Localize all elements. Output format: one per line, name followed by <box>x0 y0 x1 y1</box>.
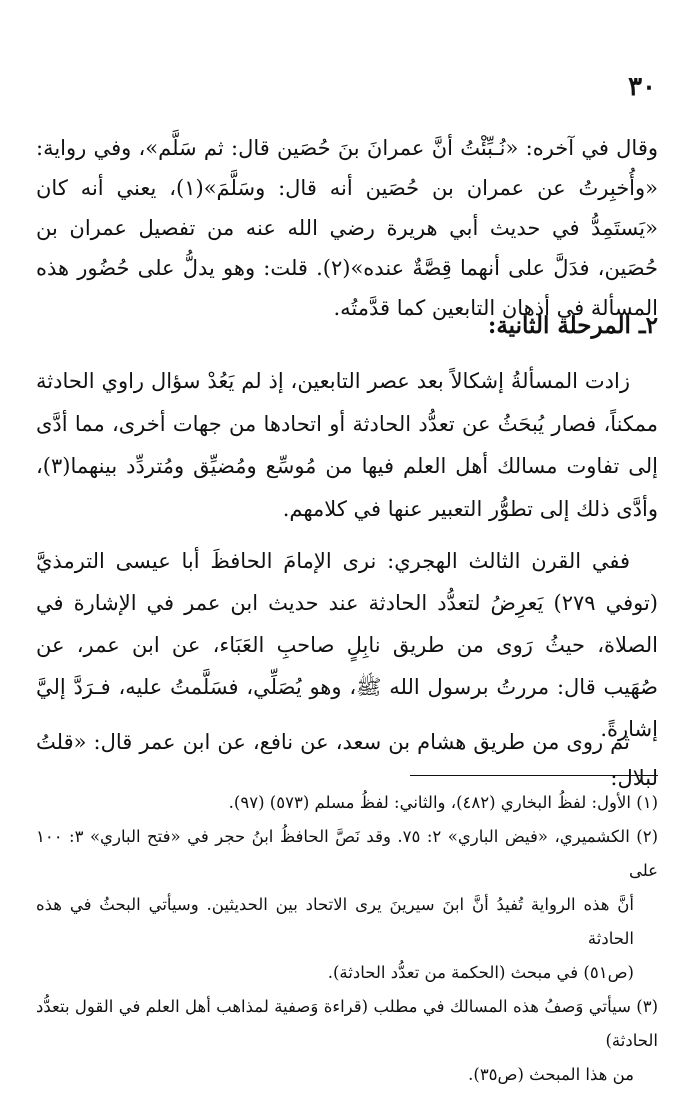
paragraph-second-stage: زادت المسألةُ إشكالاً بعد عصر التابعين، إذ لم يَعُدْ سؤال راوي الحادثة ممكناً، فصار يُبحَثُ عن تعدُّد الحادثة أو اتحادها من جهات أخرى، مما أدَّى إلى تفاوت مسالك أهل العلم فيها من مُوسِّع ومُضيِّق ومُتردِّد بينهما(٣)، وأدَّى ذلك إلى تطوُّر التعبير عنها في كلامهم. <box>36 369 658 521</box>
paragraph-narration-end: وقال في آخره: «نُـبِّئْتُ أنَّ عمرانَ بنَ حُصَين قال: ثم سَلَّم»، وفي رواية: «وأُخبِرتُ عن عمران بن حُصَين أنه قال: وسَلَّمَ»(١)، يعني أنه كان «يَستَمِدُّ في حديث أبي هريرة رضي الله عنه من تفصيل عمران بن حُصَين، فدَلَّ على أنهما قِصَّةٌ عنده»(٢). قلت: وهو يدلُّ على حُضُور هذه المسألة في أذهان التابعين كما قدَّمتُه. <box>36 136 659 320</box>
paragraph-tirmidhi: ففي القرن الثالث الهجري: نرى الإمامَ الحافظَ أبا عيسى الترمذيَّ (توفي ٢٧٩) يَعرِضُ لتعدُّد الحادثة عند حديث ابن عمر في الإشارة في الصلاة، حيثُ رَوى من طريق نابِلٍ صاحبِ العَبَاء، عن ابن عمر، عن صُهَيب قال: مررتُ برسول الله ﷺ، وهو يُصَلِّي، فسَلَّمتُ عليه، فـرَدَّ إليَّ إشارةً. <box>36 549 658 741</box>
page-number: ٣٠ <box>628 72 656 102</box>
section-heading-second-stage: ٢ـ المرحلة الثانية: <box>487 312 658 339</box>
paragraph-hisham-narration: ثم روى من طريق هشام بن سعد، عن نافع، عن ابن عمر قال: «قلتُ لبلال: <box>36 730 658 790</box>
footnote-3-line-1: (٣) سيأتي وَصفُ هذه المسالك في مطلب (قراءة وَصفية لمذاهب أهل العلم في القول بتعدُّد الحادثة) <box>36 997 658 1050</box>
footnote-1: (١) الأول: لفظُ البخاري (٤٨٢)، والثاني: لفظُ مسلم (٥٧٣) (٩٧). <box>228 793 658 812</box>
footnotes <box>36 786 658 1092</box>
footnote-2-line-3: (ص٥١) في مبحث (الحكمة من تعدُّد الحادثة). <box>327 963 634 982</box>
footnote-2-line-2: أنَّ هذه الرواية تُفيدُ أنَّ ابنَ سيرينَ يرى الاتحاد بين الحديثين. وسيأتي البحثُ في هذه الحادثة <box>36 895 634 948</box>
footnote-separator <box>410 775 658 776</box>
footnote-2-line-1: (٢) الكشميري، «فيض الباري» ٢: ٧٥. وقد نَصَّ الحافظُ ابنُ حجر في «فتح الباري» ٣: ١٠٠ على <box>36 827 658 880</box>
footnote-3-line-2: من هذا المبحث (ص٣٥). <box>468 1065 634 1084</box>
